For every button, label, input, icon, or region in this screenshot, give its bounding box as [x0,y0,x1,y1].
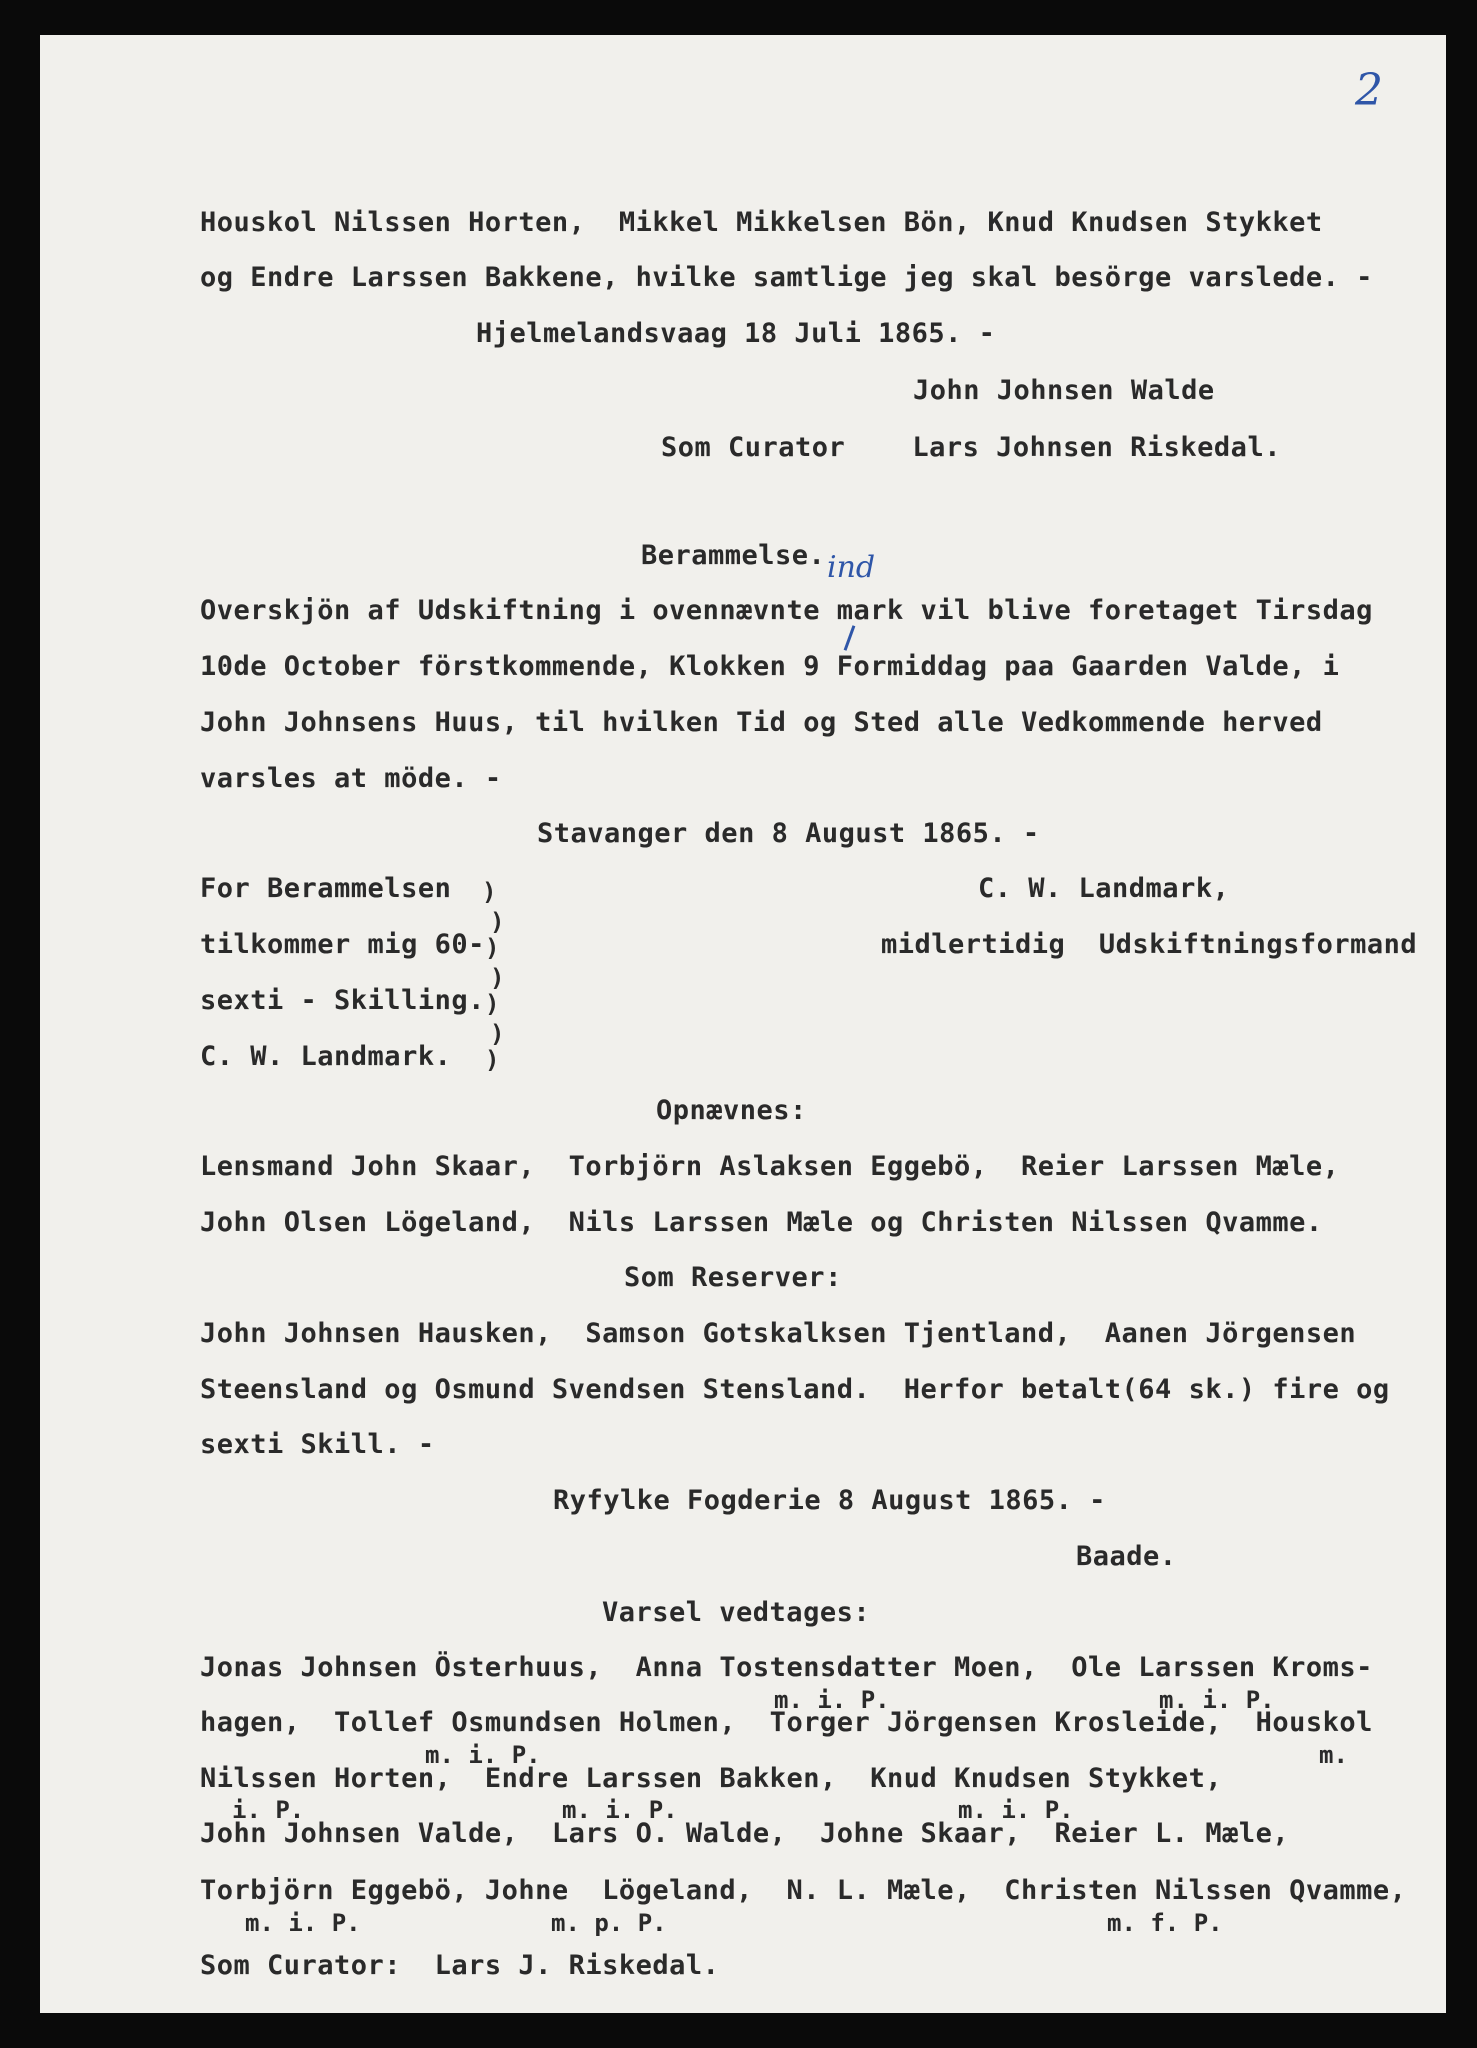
text-line: Steensland og Osmund Svendsen Stensland. Herfor betalt(64 sk.) fire og [200,1374,1390,1405]
text-line: varsles at möde. - [200,763,502,794]
section-heading: Som Reserver: [624,1262,842,1293]
text-line: Hjelmelandsvaag 18 Juli 1865. - [476,318,996,349]
fee-note-line: sexti - Skilling. [200,985,485,1016]
witness-mark: m. p. P. [551,1909,667,1937]
text-line: Som Curator: Lars J. Riskedal. [200,1950,720,1981]
text-line: John Johnsen Hausken, Samson Gotskalksen Tjentland, Aanen Jörgensen [200,1318,1357,1349]
text-line: Overskjön af Udskiftning i ovennævnte mark vil blive foretaget Tirsdag [200,595,1373,626]
witness-mark: m. i. P. [425,1741,541,1769]
fee-note-line: tilkommer mig 60- [200,929,485,960]
text-line: Ryfylke Fogderie 8 August 1865. - [553,1485,1106,1516]
witness-mark: m. i. P. [1159,1686,1275,1714]
text-line: John Johnsens Huus, til hvilken Tid og Sted alle Vedkommende herved [200,707,1323,738]
text-line: Jonas Johnsen Österhuus, Anna Tostensdatter Moen, Ole Larssen Kroms- [200,1652,1373,1683]
witness-mark: i. P. [232,1796,305,1824]
witness-mark: m. i. P. [958,1796,1074,1824]
text-line: Som Curator Lars Johnsen Riskedal. [661,432,1281,463]
handwritten-insertion: ind [827,550,876,585]
signature-line: C. W. Landmark, [978,873,1230,904]
text-line: og Endre Larssen Bakkene, hvilke samtlige jeg skal besörge varslede. - [200,262,1373,293]
text-line: Torbjörn Eggebö, Johne Lögeland, N. L. Mæle, Christen Nilssen Qvamme, [200,1875,1407,1906]
text-line: hagen, Tollef Osmundsen Holmen, Torger Jörgensen Krosleide, Houskol [200,1707,1373,1738]
fee-note-line: C. W. Landmark. [200,1041,452,1072]
section-heading: Berammelse. [641,540,826,571]
section-heading: Varsel vedtages: [602,1597,871,1628]
bracket-mark: ) [490,964,505,992]
bracket-mark: ) [490,908,505,936]
document-page [40,35,1446,2013]
witness-mark: m. i. P. [774,1686,890,1714]
section-heading: Opnævnes: [656,1095,807,1126]
text-line: Lensmand John Skaar, Torbjörn Aslaksen Eggebö, Reier Larssen Mæle, [200,1151,1340,1182]
witness-mark: m. i. P. [245,1909,361,1937]
bracket-mark: ) [490,1020,505,1048]
signature-line: midlertidig Udskiftningsformand [881,929,1418,960]
page-number: 2 [1355,65,1383,116]
fee-note-line: For Berammelsen [200,873,452,904]
text-line: sexti Skill. - [200,1429,435,1460]
text-line: 10de October förstkommende, Klokken 9 Formiddag paa Gaarden Valde, i [200,651,1340,682]
text-line: John Johnsen Valde, Lars O. Walde, Johne Skaar, Reier L. Mæle, [200,1818,1290,1849]
bracket-mark: ) [485,1046,500,1074]
text-line: Nilssen Horten, Endre Larssen Bakken, Knud Knudsen Stykket, [200,1763,1223,1794]
witness-mark: m. f. P. [1107,1909,1223,1937]
insertion-mark [844,625,856,650]
bracket-mark: ) [485,990,500,1018]
bracket-mark: ) [485,934,500,962]
signature-line: Baade. [1076,1541,1177,1572]
witness-mark: m. [1319,1741,1348,1769]
bracket-mark: ) [482,878,497,906]
text-line: John Johnsen Walde [913,375,1215,406]
text-line: Stavanger den 8 August 1865. - [537,818,1040,849]
witness-mark: m. i. P. [562,1796,678,1824]
text-line: John Olsen Lögeland, Nils Larssen Mæle og Christen Nilssen Qvamme. [200,1207,1323,1238]
text-line: Houskol Nilssen Horten, Mikkel Mikkelsen Bön, Knud Knudsen Stykket [200,207,1323,238]
